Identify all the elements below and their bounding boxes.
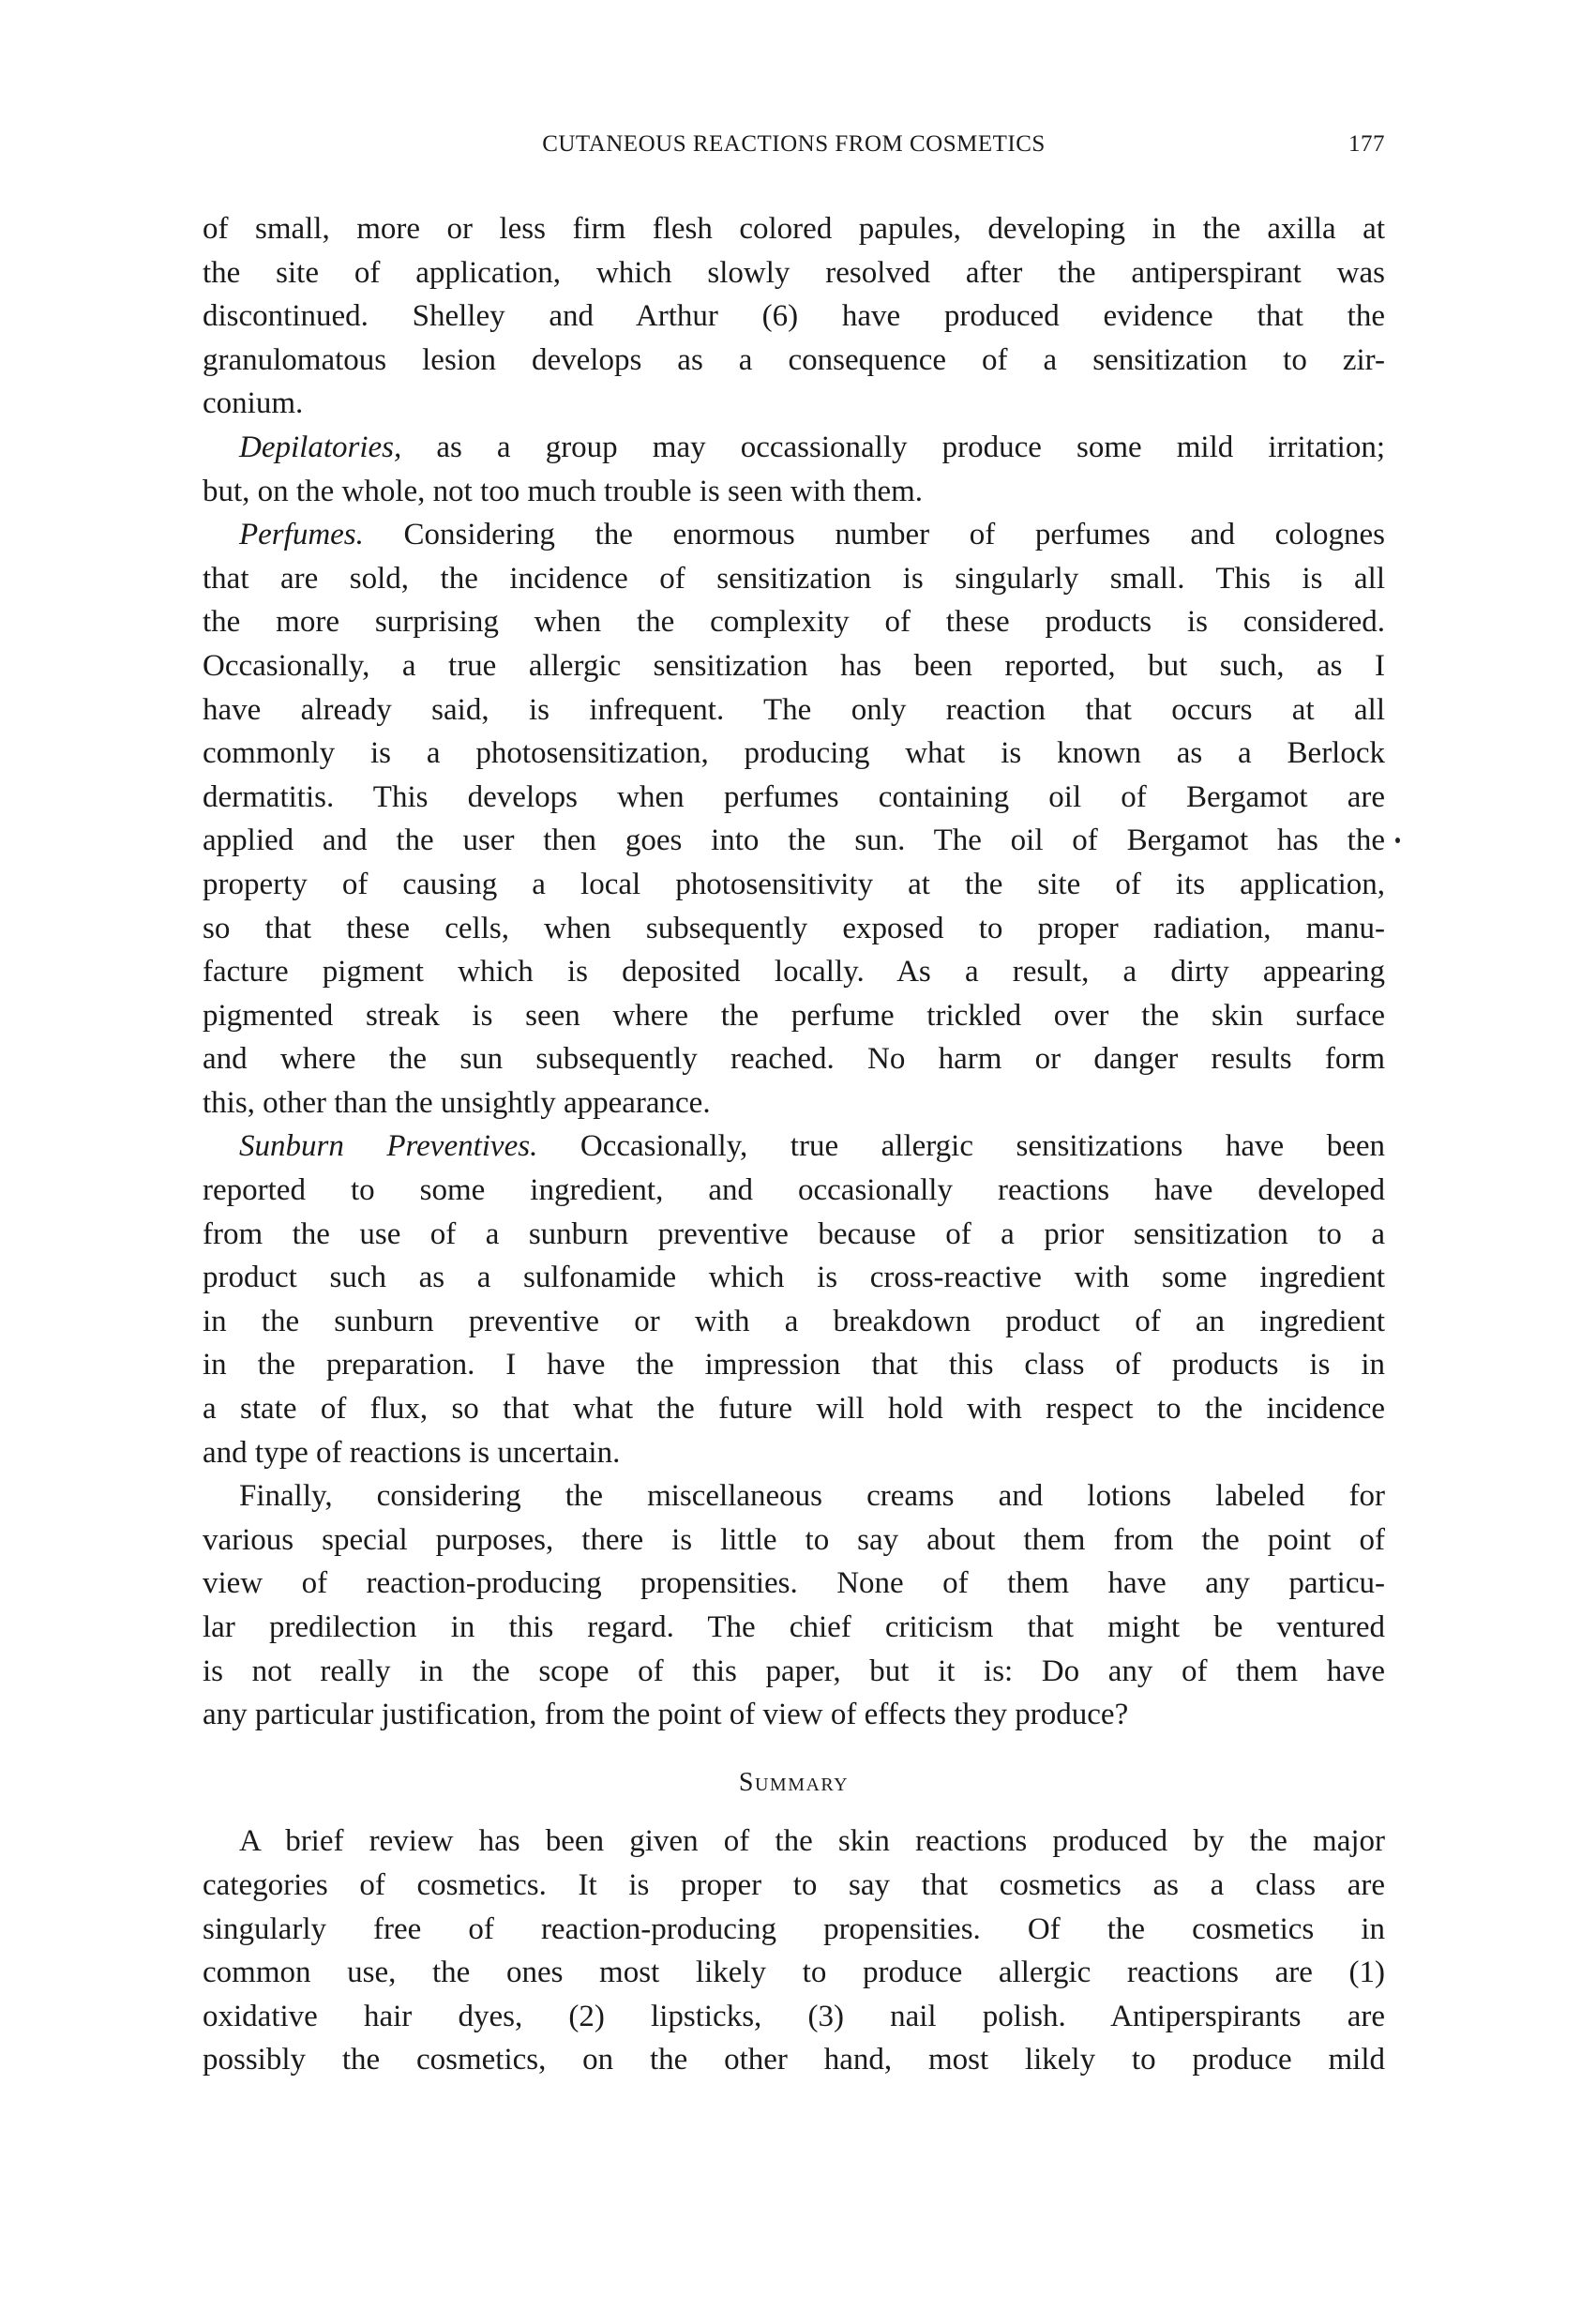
italic-run-in-heading: Depilatories,	[239, 430, 402, 464]
line-text: of small, more or less firm flesh colored papules, developing in the axilla at	[203, 212, 1385, 246]
paragraph	[203, 1820, 1385, 2082]
text-line	[203, 950, 1385, 994]
text-line	[203, 513, 1385, 557]
line-text: granulomatous lesion develops as a consequence of a sensitization to zir-	[203, 342, 1385, 377]
line-text: the more surprising when the complexity of these products is considered.	[203, 605, 1385, 640]
text-line	[203, 1606, 1385, 1650]
text-line	[203, 1562, 1385, 1606]
line-text: facture pigment which is deposited locally. As a result, a dirty appearing	[203, 955, 1385, 989]
text-line	[203, 1081, 1385, 1125]
text-line	[203, 1908, 1385, 1952]
line-text: common use, the ones most likely to produce allergic reactions are (1)	[203, 1956, 1385, 1990]
paragraph	[203, 1125, 1385, 1474]
line-text: and type of reactions is uncertain.	[203, 1435, 621, 1470]
text-line	[203, 251, 1385, 295]
italic-run-in-heading: Sunburn Preventives.	[239, 1129, 538, 1164]
line-text: oxidative hair dyes, (2) lipsticks, (3) nail polish. Antiperspirants are	[203, 1999, 1385, 2033]
text-line	[203, 295, 1385, 339]
line-text: property of causing a local photosensitivity at the site of its application,	[203, 867, 1385, 901]
line-text: this, other than the unsightly appearance.	[203, 1085, 711, 1120]
italic-run-in-heading: Perfumes.	[239, 518, 364, 552]
text-line	[203, 994, 1385, 1038]
paragraph	[203, 426, 1385, 513]
line-text: discontinued. Shelley and Arthur (6) have produced evidence that the	[203, 299, 1385, 334]
line-text: possibly the cosmetics, on the other hand, most likely to produce mild	[203, 2043, 1385, 2077]
text-line	[203, 1213, 1385, 1257]
text-line	[203, 339, 1385, 383]
text-line	[203, 1995, 1385, 2039]
line-text: view of reaction-producing propensities. None of them have any particu-	[203, 1566, 1385, 1601]
section-heading: Summary	[738, 1767, 850, 1797]
line-text: conium.	[203, 386, 304, 421]
margin-mark	[1395, 838, 1400, 843]
text-line	[203, 1650, 1385, 1694]
line-text: have already said, is infrequent. The only reaction that occurs at all	[203, 692, 1385, 727]
text-line	[203, 1820, 1385, 1864]
running-header	[203, 131, 1385, 165]
line-text: Considering the enormous number of perfumes and colognes	[363, 518, 1385, 552]
text-line	[203, 776, 1385, 820]
text-line	[203, 1125, 1385, 1169]
line-text: Finally, considering the miscellaneous creams and lotions labeled for	[239, 1479, 1385, 1514]
text-line	[203, 1474, 1385, 1518]
line-text: various special purposes, there is little to say about them from the point of	[203, 1522, 1385, 1557]
line-text: product such as a sulfonamide which is cross-reactive with some ingredient	[203, 1261, 1385, 1295]
paragraph	[203, 513, 1385, 1125]
text-line	[203, 382, 1385, 426]
line-text: but, on the whole, not too much trouble is seen with them.	[203, 474, 924, 508]
body-text	[203, 207, 1385, 2082]
line-text: so that these cells, when subsequently exposed to proper radiation, manu-	[203, 911, 1385, 945]
text-line	[203, 1256, 1385, 1300]
line-text: commonly is a photosensitization, producing what is known as a Berlock	[203, 736, 1385, 771]
paragraph	[203, 207, 1385, 426]
text-line	[203, 557, 1385, 601]
line-text: reported to some ingredient, and occasionally reactions have developed	[203, 1173, 1385, 1208]
line-text: pigmented streak is seen where the perfume trickled over the skin surface	[203, 998, 1385, 1033]
line-text: dermatitis. This develops when perfumes containing oil of Bergamot are	[203, 779, 1385, 814]
line-text: any particular justification, from the point of view of effects they produce?	[203, 1698, 1129, 1732]
text-line	[203, 426, 1385, 470]
text-line	[203, 688, 1385, 733]
text-line	[203, 207, 1385, 251]
text-line	[203, 600, 1385, 644]
text-line	[203, 1951, 1385, 1995]
text-line	[203, 819, 1385, 863]
page-number: 177	[1348, 131, 1385, 157]
line-text: in the preparation. I have the impression that this class of products is in	[203, 1348, 1385, 1382]
line-text: singularly free of reaction-producing propensities. Of the cosmetics in	[203, 1911, 1385, 1946]
line-text: that are sold, the incidence of sensitization is singularly small. This is all	[203, 561, 1385, 596]
line-text: A brief review has been given of the skin reactions produced by the major	[239, 1824, 1385, 1859]
paragraph	[203, 1474, 1385, 1737]
line-text: applied and the user then goes into the sun. The oil of Bergamot has the	[203, 823, 1385, 858]
text-line	[203, 907, 1385, 951]
text-line	[203, 1387, 1385, 1431]
text-line	[203, 644, 1385, 688]
line-text: from the use of a sunburn preventive because of a prior sensitization to a	[203, 1216, 1385, 1251]
text-line	[203, 1864, 1385, 1908]
line-text: Occasionally, a true allergic sensitization has been reported, but such, as I	[203, 648, 1385, 683]
text-line	[203, 732, 1385, 776]
line-text: Occasionally, true allergic sensitizations have been	[537, 1129, 1385, 1164]
line-text: and where the sun subsequently reached. No harm or danger results form	[203, 1042, 1385, 1077]
line-text: a state of flux, so that what the future will hold with respect to the incidence	[203, 1392, 1385, 1427]
text-line	[203, 2038, 1385, 2082]
line-text: categories of cosmetics. It is proper to say that cosmetics as a class are	[203, 1867, 1385, 1902]
running-title: CUTANEOUS REACTIONS FROM COSMETICS	[542, 131, 1046, 157]
text-line	[203, 1037, 1385, 1081]
text-line	[203, 470, 1385, 514]
line-text: as a group may occassionally produce some mild irritation;	[401, 430, 1385, 464]
line-text: is not really in the scope of this paper, but it is: Do any of them have	[203, 1654, 1385, 1688]
text-line	[203, 863, 1385, 907]
line-text: the site of application, which slowly resolved after the antiperspirant was	[203, 255, 1385, 290]
line-text: lar predilection in this regard. The chief criticism that might be ventured	[203, 1610, 1385, 1644]
text-line	[203, 1343, 1385, 1387]
line-text: in the sunburn preventive or with a breakdown product of an ingredient	[203, 1304, 1385, 1338]
text-line	[203, 1431, 1385, 1475]
text-line	[203, 1169, 1385, 1213]
text-line	[203, 1518, 1385, 1563]
text-line	[203, 1693, 1385, 1737]
text-line	[203, 1300, 1385, 1344]
